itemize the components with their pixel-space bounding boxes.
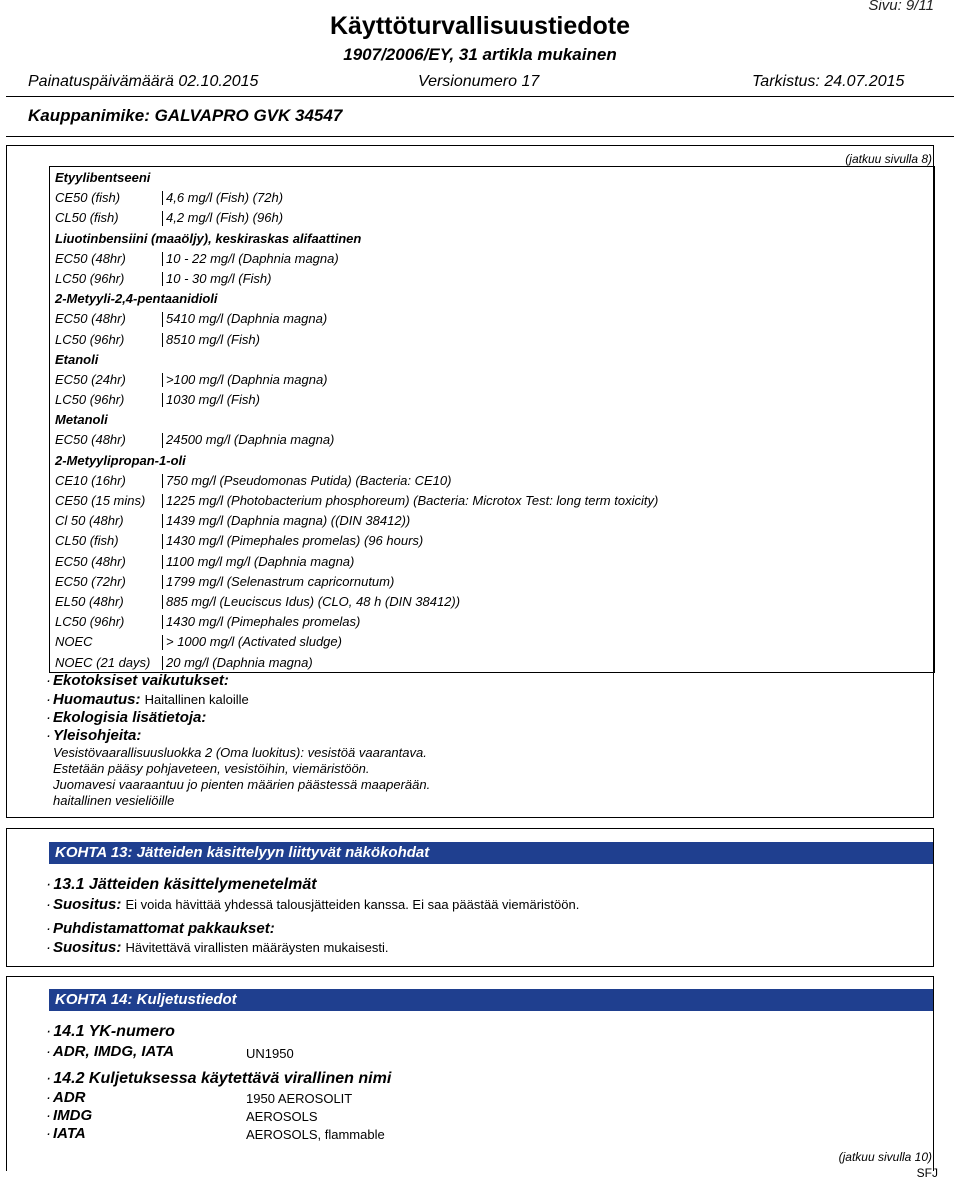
table-row (50, 470, 934, 490)
endpoint-label: EC50 (48hr) (55, 311, 126, 327)
endpoint-label: EC50 (48hr) (55, 553, 126, 569)
column-divider (162, 272, 163, 286)
section-13-title: KOHTA 13: Jätteiden käsittelyyn liittyvät näkökohdat (49, 842, 933, 864)
section-14-title: KOHTA 14: Kuljetustiedot (49, 989, 933, 1011)
column-divider (162, 534, 163, 548)
substance-name: Etanoli (55, 351, 99, 367)
endpoint-label: CL50 (fish) (55, 533, 119, 549)
imdg-value: AEROSOLS (246, 1109, 318, 1124)
trade-name: Kauppanimike: GALVAPRO GVK 34547 (28, 106, 343, 125)
iata-label: · IATA (46, 1125, 86, 1142)
puhdistamattomat-heading: · Puhdistamattomat pakkaukset: (46, 920, 275, 937)
column-divider (162, 635, 163, 649)
footer-code: SFJ (916, 1166, 938, 1180)
column-divider (162, 191, 163, 205)
column-divider (162, 474, 163, 488)
continued-from: (jatkuu sivulla 8) (845, 152, 932, 166)
huomautus-value: Haitallinen kaloille (144, 692, 249, 707)
version-number: Versionumero 17 (418, 73, 540, 90)
column-divider (162, 312, 163, 326)
substance-heading (50, 228, 934, 248)
ekotoksiset-heading: · Ekotoksiset vaikutukset: (46, 672, 229, 689)
table-row (50, 652, 934, 672)
endpoint-value: 1430 mg/l (Pimephales promelas) (166, 614, 361, 630)
substance-name: Etyylibentseeni (55, 170, 151, 185)
substance-heading (50, 167, 934, 187)
column-divider (162, 615, 163, 629)
table-row (50, 631, 934, 651)
adr-imdg-iata-label: · ADR, IMDG, IATA (46, 1043, 175, 1060)
table-row (50, 571, 934, 591)
column-divider (162, 555, 163, 569)
un-number: UN1950 (246, 1046, 294, 1061)
imdg-label: · IMDG (46, 1107, 93, 1124)
substance-name: 2-Metyylipropan-1-oli (55, 452, 186, 468)
table-row (50, 187, 934, 207)
table-row (50, 510, 934, 530)
endpoint-value: 750 mg/l (Pseudomonas Putida) (Bacteria: CE10) (166, 472, 452, 488)
column-divider (162, 656, 163, 670)
toxicity-table (49, 166, 935, 673)
general-note: Estetään pääsy pohjaveteen, vesistöihin, viemäristöön. (53, 761, 370, 776)
endpoint-label: CE50 (15 mins) (55, 493, 146, 508)
general-note: Vesistövaarallisuusluokka 2 (Oma luokitus): vesistöä vaarantava. (53, 745, 427, 760)
substance-name: Metanoli (55, 412, 108, 428)
column-divider (162, 575, 163, 589)
endpoint-value: 8510 mg/l (Fish) (166, 331, 260, 347)
suositus-line-1: · Suositus: Ei voida hävittää yhdessä talousjätteiden kanssa. Ei saa päästää viemäristöön. (46, 896, 580, 913)
table-row (50, 591, 934, 611)
iata-value: AEROSOLS, flammable (246, 1127, 385, 1142)
print-date: Painatuspäivämäärä 02.10.2015 (28, 73, 259, 90)
substance-name: 2-Metyyli-2,4-pentaanidioli (55, 291, 218, 307)
table-row (50, 611, 934, 631)
header-rule (6, 96, 954, 97)
endpoint-label: EC50 (48hr) (55, 432, 126, 448)
endpoint-value: 1030 mg/l (Fish) (166, 392, 260, 408)
column-divider (162, 393, 163, 407)
document-title: Käyttöturvallisuustiedote (329, 12, 631, 40)
column-divider (162, 433, 163, 447)
endpoint-value: 10 - 22 mg/l (Daphnia magna) (166, 250, 339, 266)
table-row (50, 329, 934, 349)
endpoint-value: 5410 mg/l (Daphnia magna) (166, 311, 328, 327)
table-row (50, 530, 934, 550)
endpoint-value: 24500 mg/l (Daphnia magna) (166, 432, 335, 448)
endpoint-label: EC50 (24hr) (55, 371, 126, 387)
huomautus-line: · Huomautus: Haitallinen kaloille (46, 691, 249, 708)
header-rule-bottom (6, 136, 954, 137)
suositus-line-2: · Suositus: Hävitettävä virallisten määräysten mukaisesti. (46, 939, 389, 956)
column-divider (162, 373, 163, 387)
adr-label: · ADR (46, 1089, 86, 1106)
page-number: Sivu: 9/11 (868, 0, 934, 14)
column-divider (162, 211, 163, 225)
table-row (50, 369, 934, 389)
table-row (50, 490, 934, 510)
endpoint-value: 10 - 30 mg/l (Fish) (166, 270, 272, 286)
endpoint-value: > 1000 mg/l (Activated sludge) (166, 634, 342, 650)
general-note: Juomavesi vaaraantuu jo pienten määrien päästessä maaperään. (53, 777, 431, 792)
substance-heading (50, 288, 934, 308)
endpoint-value: 4,6 mg/l (Fish) (72h) (166, 190, 284, 206)
section-14-2-heading: · 14.2 Kuljetuksessa käytettävä virallinen nimi (46, 1070, 392, 1087)
endpoint-value: 1799 mg/l (Selenastrum capricornutum) (166, 573, 395, 589)
substance-heading (50, 450, 934, 470)
table-row (50, 389, 934, 409)
endpoint-value: 1225 mg/l (Photobacterium phosphoreum) (Bacteria: Microtox Test: long term toxicity) (166, 493, 659, 508)
endpoint-label: NOEC (21 days) (55, 654, 151, 670)
table-row (50, 429, 934, 449)
endpoint-label: CE10 (16hr) (55, 472, 126, 488)
section-13-1-heading: · 13.1 Jätteiden käsittelymenetelmät (46, 876, 317, 893)
endpoint-label: EL50 (48hr) (55, 593, 124, 609)
endpoint-label: CE50 (fish) (55, 190, 121, 206)
endpoint-label: EC50 (48hr) (55, 250, 126, 266)
continued-to: (jatkuu sivulla 10) (838, 1150, 932, 1164)
table-row (50, 268, 934, 288)
endpoint-value: 1439 mg/l (Daphnia magna) ((DIN 38412)) (166, 513, 411, 529)
column-divider (162, 252, 163, 266)
ekologisia-heading: · Ekologisia lisätietoja: (46, 709, 207, 726)
endpoint-value: >100 mg/l (Daphnia magna) (166, 371, 328, 387)
endpoint-value: 4,2 mg/l (Fish) (96h) (166, 210, 284, 226)
general-note: haitallinen vesieliöille (53, 793, 175, 808)
column-divider (162, 494, 163, 508)
endpoint-label: NOEC (55, 634, 93, 650)
endpoint-value: 20 mg/l (Daphnia magna) (166, 654, 313, 670)
endpoint-value: 1430 mg/l (Pimephales promelas) (96 hours) (166, 533, 424, 549)
column-divider (162, 595, 163, 609)
endpoint-label: LC50 (96hr) (55, 392, 125, 408)
column-divider (162, 514, 163, 528)
table-row (50, 308, 934, 328)
table-row (50, 207, 934, 227)
substance-heading (50, 349, 934, 369)
endpoint-label: LC50 (96hr) (55, 331, 125, 347)
section-14-1-heading: · 14.1 YK-numero (46, 1023, 175, 1040)
revision-date: Tarkistus: 24.07.2015 (752, 73, 905, 90)
endpoint-value: 1100 mg/l mg/l (Daphnia magna) (166, 553, 355, 569)
endpoint-value: 885 mg/l (Leuciscus Idus) (CLO, 48 h (DIN 38412)) (166, 593, 461, 609)
yleisohjeita-heading: · Yleisohjeita: (46, 727, 142, 744)
endpoint-label: EC50 (72hr) (55, 573, 126, 589)
substance-heading (50, 409, 934, 429)
column-divider (162, 333, 163, 347)
endpoint-label: LC50 (96hr) (55, 614, 125, 630)
table-row (50, 248, 934, 268)
endpoint-label: CL50 (fish) (55, 210, 119, 226)
endpoint-label: LC50 (96hr) (55, 270, 125, 286)
substance-name: Liuotinbensiini (maaöljy), keskiraskas alifaattinen (55, 230, 362, 246)
table-row (50, 551, 934, 571)
endpoint-label: Cl 50 (48hr) (55, 513, 124, 529)
document-subtitle: 1907/2006/EY, 31 artikla mukainen (343, 45, 617, 64)
adr-value: 1950 AEROSOLIT (246, 1091, 353, 1106)
